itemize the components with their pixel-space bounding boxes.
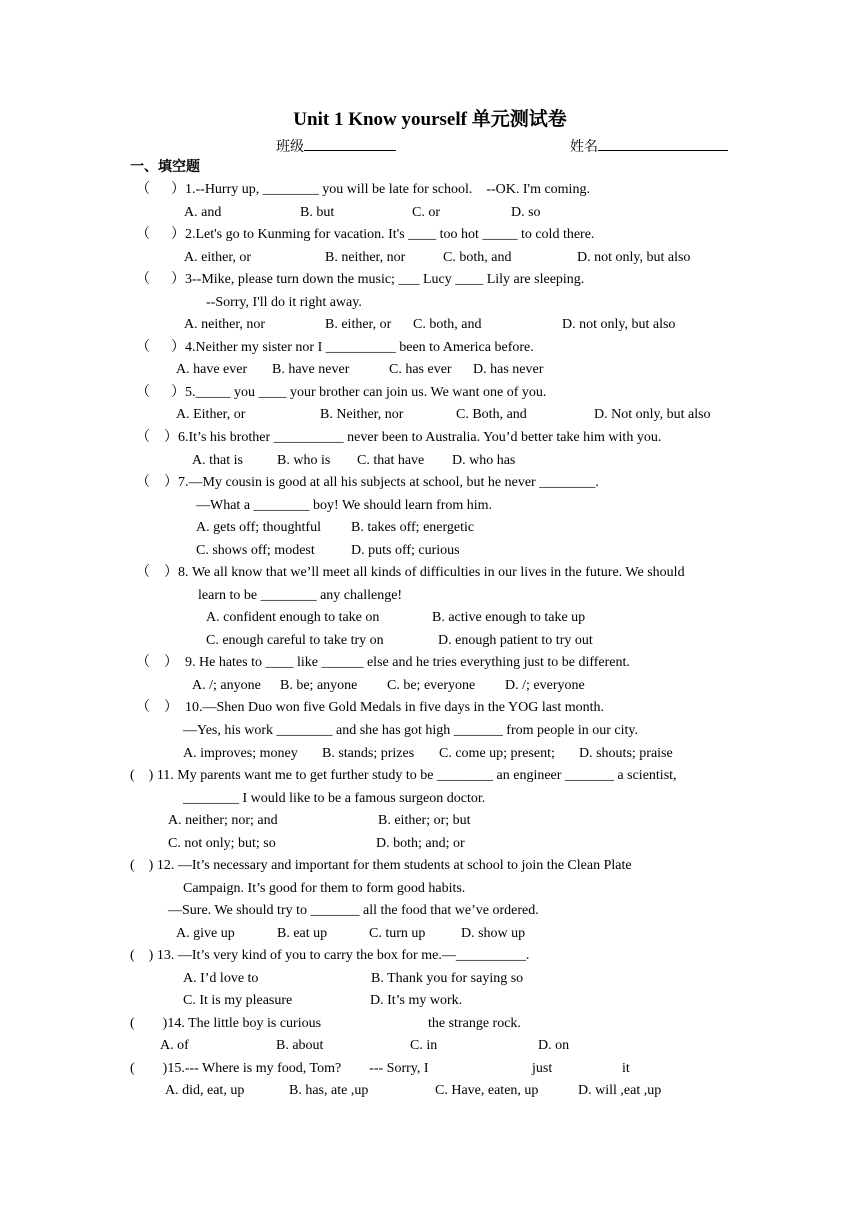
question-15-option-c[interactable]: C. Have, eaten, up [435,1083,539,1098]
question-12-stem-line-2: Campaign. It’s good for them to form good habits. [183,881,466,896]
question-2-option-d[interactable]: D. not only, but also [577,250,691,265]
question-8-stem-line-2: learn to be ________ any challenge! [198,588,403,603]
question-15-stem: ( )15.--- Where is my food, Tom? --- Sorry, I [130,1061,429,1076]
question-14-option-b[interactable]: B. about [276,1038,324,1053]
question-11-option-a[interactable]: A. neither; nor; and [168,813,278,828]
page-title: Unit 1 Know yourself 单元测试卷 [293,109,567,130]
question-9-option-d[interactable]: D. /; everyone [505,678,585,693]
question-13-option-b[interactable]: B. Thank you for saying so [371,971,524,986]
question-14-option-d[interactable]: D. on [538,1038,570,1053]
question-7-option-d[interactable]: D. puts off; curious [351,543,460,558]
question-12-option-c[interactable]: C. turn up [369,926,426,941]
question-5-option-d[interactable]: D. Not only, but also [594,407,711,422]
question-10-option-c[interactable]: C. come up; present; [439,746,555,761]
question-9-stem: （ ） 9. He hates to ____ like ______ else and he tries everything just to be different. [136,655,630,670]
question-8-option-c[interactable]: C. enough careful to take try on [206,633,384,648]
question-5-option-a[interactable]: A. Either, or [176,407,246,422]
question-13-option-a[interactable]: A. I’d love to [183,971,259,986]
question-8-stem: （ ）8. We all know that we’ll meet all kinds of difficulties in our lives in the future. We should [136,565,685,580]
question-13-stem: ( ) 13. —It’s very kind of you to carry the box for me.—__________. [130,948,530,963]
question-1-option-b[interactable]: B. but [300,205,335,220]
question-11-stem: ( ) 11. My parents want me to get further study to be ________ an engineer _______ a scientist, [130,768,677,783]
question-1-option-a[interactable]: A. and [184,205,222,220]
question-10-option-b[interactable]: B. stands; prizes [322,746,415,761]
question-1-option-c[interactable]: C. or [412,205,440,220]
question-10-stem-line-2: —Yes, his work ________ and she has got high _______ from people in our city. [183,723,638,738]
question-10-option-d[interactable]: D. shouts; praise [579,746,673,761]
question-3-stem-line-2: --Sorry, I'll do it right away. [206,295,362,310]
name-label: 姓名 [570,140,598,155]
question-2-option-a[interactable]: A. either, or [184,250,252,265]
question-8-option-b[interactable]: B. active enough to take up [432,610,586,625]
class-blank[interactable] [304,136,396,151]
question-6-option-c[interactable]: C. that have [357,453,425,468]
question-15-option-d[interactable]: D. will ,eat ,up [578,1083,662,1098]
question-13-option-d[interactable]: D. It’s my work. [370,993,463,1008]
class-label: 班级 [276,140,304,155]
question-12-option-d[interactable]: D. show up [461,926,526,941]
question-5-option-c[interactable]: C. Both, and [456,407,527,422]
question-6-option-a[interactable]: A. that is [192,453,243,468]
name-blank[interactable] [598,136,728,151]
question-12-stem: ( ) 12. —It’s necessary and important for them students at school to join the Clean Plate [130,858,632,873]
question-15-stem-just: just [532,1061,553,1076]
question-5-stem: （ ）5._____ you ____ your brother can join us. We want one of you. [136,385,547,400]
question-14-option-a[interactable]: A. of [160,1038,189,1053]
question-6-stem: （ ）6.It’s his brother __________ never been to Australia. You’d better take him with you. [136,430,662,445]
question-14-stem: ( )14. The little boy is curious [130,1016,322,1031]
question-7-stem: （ ）7.—My cousin is good at all his subjects at school, but he never ________. [136,475,599,490]
question-7-option-c[interactable]: C. shows off; modest [196,543,315,558]
question-8-option-a[interactable]: A. confident enough to take on [206,610,380,625]
question-3-option-b[interactable]: B. either, or [325,317,392,332]
question-10-option-a[interactable]: A. improves; money [183,746,298,761]
question-9-option-a[interactable]: A. /; anyone [192,678,261,693]
question-12-option-b[interactable]: B. eat up [277,926,328,941]
question-3-option-c[interactable]: C. both, and [413,317,482,332]
question-12-option-a[interactable]: A. give up [176,926,235,941]
question-7-option-a[interactable]: A. gets off; thoughtful [196,520,321,535]
question-10-stem: （ ） 10.—Shen Duo won five Gold Medals in five days in the YOG last month. [136,700,605,715]
question-4-option-d[interactable]: D. has never [473,362,544,377]
question-11-stem-line-2: ________ I would like to be a famous surgeon doctor. [183,791,486,806]
question-4-stem: （ ）4.Neither my sister nor I __________ been to America before. [136,340,534,355]
question-1-stem: （ ）1.--Hurry up, ________ you will be late for school. --OK. I'm coming. [136,182,590,197]
question-15-option-a[interactable]: A. did, eat, up [165,1083,245,1098]
question-4-option-c[interactable]: C. has ever [389,362,452,377]
class-field [276,136,396,157]
question-2-stem: （ ）2.Let's go to Kunming for vacation. It's ____ too hot _____ to cold there. [136,227,595,242]
question-9-option-b[interactable]: B. be; anyone [280,678,358,693]
question-8-option-d[interactable]: D. enough patient to try out [438,633,593,648]
question-2-option-b[interactable]: B. neither, nor [325,250,406,265]
question-12-stem-line-3: —Sure. We should try to _______ all the food that we’ve ordered. [168,903,539,918]
question-3-stem: （ ）3--Mike, please turn down the music; ___ Lucy ____ Lily are sleeping. [136,272,585,287]
question-2-option-c[interactable]: C. both, and [443,250,512,265]
question-15-stem-it: it [622,1061,630,1076]
question-9-option-c[interactable]: C. be; everyone [387,678,476,693]
question-14-option-c[interactable]: C. in [410,1038,438,1053]
question-11-option-d[interactable]: D. both; and; or [376,836,465,851]
question-6-option-d[interactable]: D. who has [452,453,516,468]
question-7-option-b[interactable]: B. takes off; energetic [351,520,475,535]
question-4-option-b[interactable]: B. have never [272,362,350,377]
name-field [570,136,728,157]
question-3-option-a[interactable]: A. neither, nor [184,317,266,332]
question-15-option-b[interactable]: B. has, ate ,up [289,1083,369,1098]
question-6-option-b[interactable]: B. who is [277,453,331,468]
question-3-option-d[interactable]: D. not only, but also [562,317,676,332]
question-11-option-b[interactable]: B. either; or; but [378,813,471,828]
question-7-stem-line-2: —What a ________ boy! We should learn from him. [196,498,493,513]
question-13-option-c[interactable]: C. It is my pleasure [183,993,293,1008]
question-11-option-c[interactable]: C. not only; but; so [168,836,276,851]
question-1-option-d[interactable]: D. so [511,205,541,220]
question-5-option-b[interactable]: B. Neither, nor [320,407,404,422]
question-14-stem-end: the strange rock. [428,1016,521,1031]
question-4-option-a[interactable]: A. have ever [176,362,248,377]
section-heading: 一、填空题 [130,160,200,175]
